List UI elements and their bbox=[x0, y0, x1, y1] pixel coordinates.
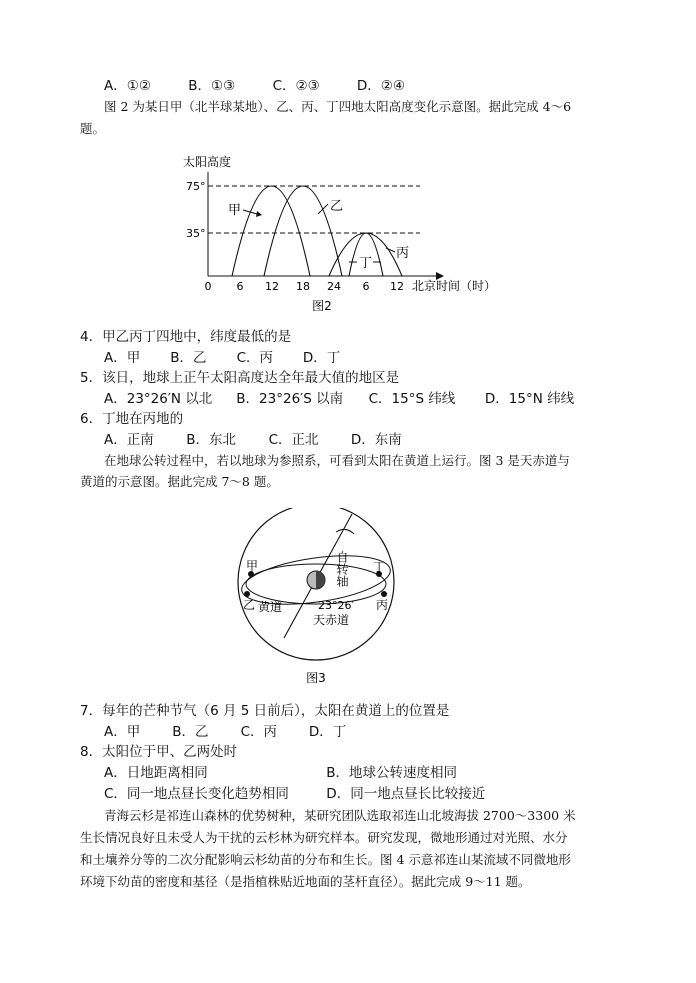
q4-stem: 4．甲乙丙丁四地中，纬度最低的是 bbox=[80, 329, 292, 345]
fig3-label-ding: 丁 bbox=[373, 560, 386, 574]
q5-option-d: D．15°N 纬线 bbox=[484, 391, 575, 407]
fig2-arrow-bing bbox=[386, 248, 395, 252]
q6-option-b: B．东北 bbox=[186, 432, 237, 448]
q7-options bbox=[104, 723, 346, 741]
q5-stem: 5．该日，地球上正午太阳高度达全年最大值的地区是 bbox=[80, 370, 400, 386]
q3-option-a: A．①② bbox=[104, 78, 151, 94]
fig2-label-ding: 丁 bbox=[359, 256, 373, 271]
fig3-label-angle: 23°26′ bbox=[318, 599, 354, 612]
fig3-diagram bbox=[0, 508, 696, 688]
q3-options bbox=[104, 77, 405, 95]
fig2-caption: 图2 bbox=[312, 299, 332, 313]
q5-option-c: C．15°S 纬线 bbox=[368, 391, 456, 407]
q4-option-c: C．丙 bbox=[236, 350, 274, 366]
q7-option-d: D．丁 bbox=[308, 724, 347, 740]
q5-options bbox=[104, 390, 574, 408]
q3-option-c: C．②③ bbox=[272, 78, 320, 94]
fig3-label-yi: 乙 bbox=[243, 598, 256, 612]
q8-options-row2 bbox=[104, 785, 485, 803]
q3-option-d: D．②④ bbox=[356, 78, 405, 94]
fig3-label-jia: 甲 bbox=[246, 559, 259, 573]
intro-fig4-line4: 环境下幼苗的密度和基径（是指植株贴近地面的茎杆直径）。据此完成 9～11 题。 bbox=[80, 874, 531, 889]
q7-stem: 7．每年的芒种节气（6 月 5 日前后），太阳在黄道上的位置是 bbox=[80, 703, 450, 719]
fig2-label-yi: 乙 bbox=[330, 199, 344, 214]
q6-option-d: D．东南 bbox=[350, 432, 402, 448]
intro-fig4-line3: 和土壤养分等的二次分配影响云杉幼苗的分布和生长。图 4 示意祁连山某流域不同微地形 bbox=[80, 852, 571, 867]
intro-fig2-line1: 图 2 为某日甲（北半球某地）、乙、丙、丁四地太阳高度变化示意图。据此完成 4～6 bbox=[104, 99, 572, 114]
fig2-xtick-6: 6 bbox=[236, 280, 244, 293]
fig2-xlabel: 北京时间（时） bbox=[412, 279, 497, 293]
q4-option-a: A．甲 bbox=[104, 350, 141, 366]
q5-option-a: A．23°26′N 以北 bbox=[104, 391, 213, 407]
q8-option-b: B．地球公转速度相同 bbox=[326, 765, 458, 781]
fig2-xticks bbox=[205, 280, 405, 293]
q6-stem: 6．丁地在丙地的 bbox=[80, 411, 184, 427]
fig2-xtick-18: 18 bbox=[296, 280, 310, 293]
q3-option-b: B．①③ bbox=[188, 78, 236, 94]
q8-option-a: A．日地距离相同 bbox=[104, 765, 208, 781]
fig2-xtick-6b: 6 bbox=[362, 280, 370, 293]
q4-options bbox=[104, 349, 340, 367]
q6-option-c: C．正北 bbox=[268, 432, 319, 448]
q7-option-a: A．甲 bbox=[104, 724, 141, 740]
fig2-label-jia: 甲 bbox=[228, 203, 242, 218]
fig2-arrowhead-jia bbox=[256, 211, 262, 217]
q6-option-a: A．正南 bbox=[104, 432, 154, 448]
fig2-xtick-12: 12 bbox=[265, 280, 279, 293]
q8-option-d: D．同一地点昼长比较接近 bbox=[326, 786, 486, 802]
fig2-ylabel: 太阳高度 bbox=[183, 155, 232, 169]
q8-stem: 8．太阳位于甲、乙两处时 bbox=[80, 744, 238, 760]
q8-options-row1 bbox=[104, 764, 457, 782]
fig3-earth-shade bbox=[316, 571, 325, 589]
q6-options bbox=[104, 431, 402, 449]
fig2-curve-jia bbox=[232, 186, 310, 276]
q7-option-c: C．丙 bbox=[240, 724, 278, 740]
fig2-chart bbox=[0, 148, 696, 318]
intro-fig3-line1: 在地球公转过程中，若以地球为参照系，可看到太阳在黄道上运行。图 3 是天赤道与 bbox=[104, 453, 570, 468]
q4-option-b: B．乙 bbox=[170, 350, 207, 366]
q5-option-b: B．23°26′S 以南 bbox=[236, 391, 344, 407]
fig2-xtick-24: 24 bbox=[327, 280, 341, 293]
intro-fig4-line2: 生长情况良好且未受人为干扰的云杉林为研究样本。研究发现，微地形通过对光照、水分 bbox=[80, 830, 568, 845]
fig2-xtick-12b: 12 bbox=[390, 280, 404, 293]
intro-fig3-line2: 黄道的示意图。据此完成 7～8 题。 bbox=[80, 474, 279, 489]
q8-option-c: C．同一地点昼长变化趋势相同 bbox=[104, 786, 289, 802]
intro-fig2-line2: 题。 bbox=[80, 121, 106, 136]
fig2-ytick-35: 35° bbox=[186, 227, 206, 240]
fig2-xtick-0: 0 bbox=[204, 280, 212, 293]
fig3-point-yi bbox=[244, 591, 250, 597]
fig3-label-axis: 自转轴 bbox=[335, 551, 349, 587]
fig3-axis-arrow bbox=[336, 529, 354, 534]
fig2-arrow-yi bbox=[318, 204, 328, 214]
fig2-ytick-75: 75° bbox=[186, 180, 206, 193]
q4-option-d: D．丁 bbox=[302, 350, 341, 366]
intro-fig4-line1: 青海云杉是祁连山森林的优势树种，某研究团队选取祁连山北坡海拔 2700～3300 米 bbox=[104, 808, 576, 823]
fig3-label-bing: 丙 bbox=[376, 598, 389, 612]
fig2-label-bing: 丙 bbox=[396, 246, 410, 261]
fig3-label-ecliptic: 黄道 bbox=[258, 600, 283, 614]
fig3-point-bing bbox=[381, 591, 387, 597]
fig3-label-equator: 天赤道 bbox=[313, 613, 350, 627]
fig3-caption: 图3 bbox=[306, 671, 326, 685]
q7-option-b: B．乙 bbox=[172, 724, 209, 740]
